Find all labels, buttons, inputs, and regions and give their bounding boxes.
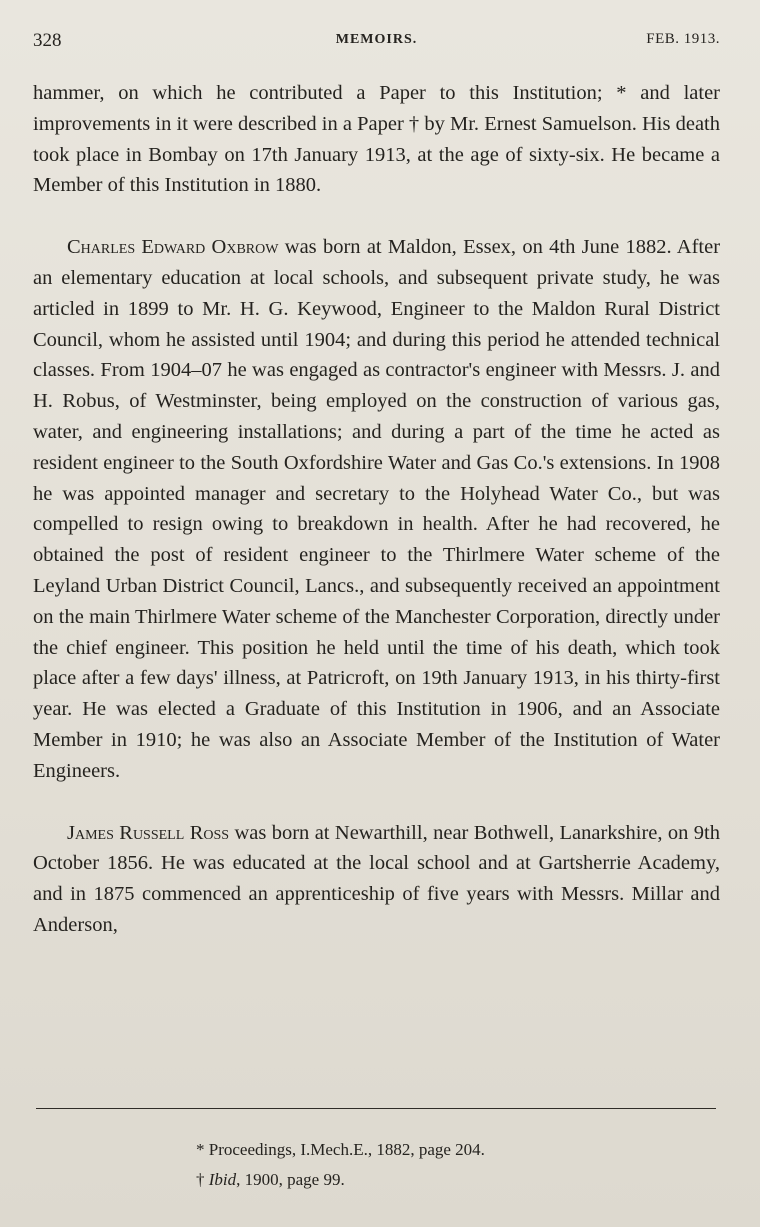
text-line: the construction of various gas, water, and engineering installations; — [33, 390, 721, 443]
text-line: with Messrs. J. and H. Robus, of Westminster, being employed on — [33, 359, 720, 413]
footnote-reference: , 1900, page 99. — [236, 1170, 345, 1189]
text-line: school and at Gartsherrie Academy, and in 1875 commenced an — [33, 852, 721, 906]
text-line: he assisted until 1904; and during this period he attended technical — [166, 328, 720, 351]
paragraph-ross — [33, 818, 720, 941]
text-line: Lanarkshire, on 9th October 1856. He was educated at the local — [33, 821, 721, 875]
text-line: was born at Maldon, Essex, on 4th — [278, 236, 576, 259]
text-line: his death, which took place after a few days' illness, at Patricroft, — [33, 636, 720, 690]
paragraph-gap — [33, 787, 720, 818]
text-line: Thirlmere Water scheme of the Manchester Corporation, directly — [135, 605, 669, 628]
page-number: 328 — [33, 30, 62, 51]
footnote-2 — [196, 1165, 720, 1195]
text-line: and later improvements in it were described in a Paper † by Mr. — [33, 82, 720, 135]
text-line: and during a part of the time he acted as resident engineer to the — [33, 420, 720, 474]
text-line: Ernest Samuelson. His death took place in Bombay on 17th — [33, 112, 721, 166]
text-line: apprenticeship of five years with Messrs. Millar and Anderson, — [33, 883, 721, 936]
text-line: Lancs., and subsequently received an appointment on the main — [33, 574, 721, 628]
text-line: January 1913, at the age of sixty-six. He became a Member — [33, 143, 721, 197]
text-line: was born at Newarthill, near Bothwell, — [229, 821, 555, 844]
text-line: was appointed manager and secretary to the Holyhead Water Co., — [62, 482, 642, 505]
text-line: Thirlmere Water scheme of the Leyland Urban District Council, — [33, 544, 720, 597]
footnote-rule — [36, 1108, 716, 1109]
text-line: hammer, on which he contributed a Paper to this Institution; * — [33, 82, 627, 104]
paragraph-oxbrow — [33, 232, 720, 786]
paragraph-samuelson-conclusion — [33, 78, 720, 201]
text-line: subsequent private study, he was articled in 1899 to Mr. H. G. — [33, 266, 721, 320]
text-line: Keywood, Engineer to the Maldon Rural District Council, whom — [33, 297, 720, 351]
text-line: Water Engineers. — [33, 728, 720, 782]
body-text — [33, 78, 720, 941]
footnote-mark: † — [196, 1170, 209, 1189]
memoir-name: James Russell Ross — [67, 821, 230, 844]
header-date: FEB. 1913. — [646, 31, 720, 47]
footnote-1: * Proceedings, I.Mech.E., 1882, page 204. — [196, 1140, 485, 1159]
text-line: South Oxfordshire Water and Gas Co.'s extensions. In 1908 he — [33, 451, 721, 505]
text-line: Graduate of this Institution in 1906, and an Associate Member in — [33, 698, 720, 751]
text-line: 1910; he was also an Associate Member of the Institution of — [135, 728, 664, 751]
text-line: under the chief engineer. This position he held until the time of — [33, 605, 720, 659]
text-line: on 19th January 1913, in his thirty-first year. He was elected a — [33, 667, 720, 721]
running-header — [33, 30, 720, 54]
paragraph-gap — [33, 201, 720, 232]
text-line: he had recovered, he obtained the post of resident engineer to the — [33, 513, 720, 567]
memoir-name: Charles Edward Oxbrow — [67, 236, 279, 259]
running-title: MEMOIRS. — [335, 32, 418, 47]
footnote-ibid: Ibid — [208, 1170, 237, 1189]
text-line: but was compelled to resign owing to breakdown in health. After — [33, 482, 721, 536]
text-line: classes. From 1904–07 he was engaged as contractor's engineer — [33, 359, 557, 382]
footnotes — [196, 1135, 720, 1195]
text-line: of this Institution in 1880. — [107, 174, 322, 197]
text-line: June 1882. After an elementary education at local schools, and — [33, 236, 721, 289]
